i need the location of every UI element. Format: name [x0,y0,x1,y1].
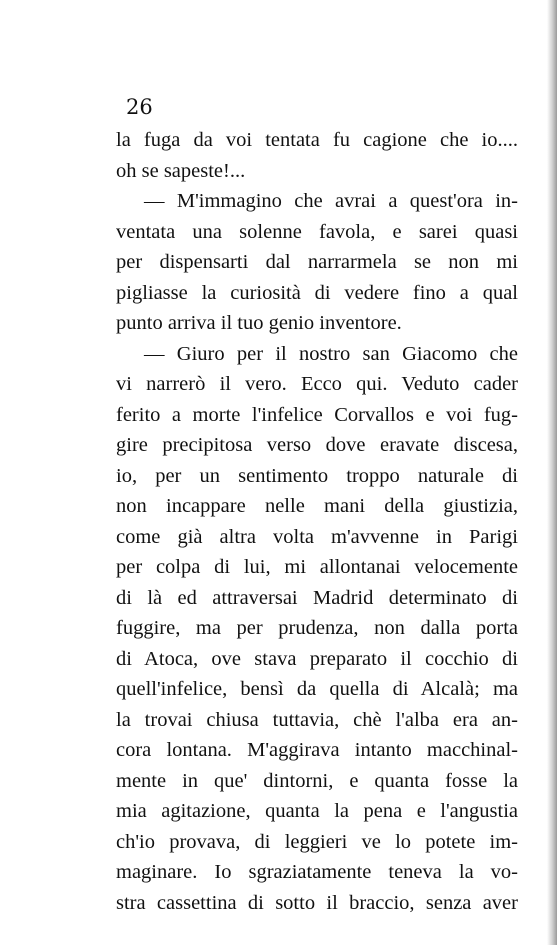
text-line: — M'immagino che avrai a quest'ora in- [144,190,518,212]
text-line: stra cassettina di sotto il braccio, senza aver [116,891,518,914]
text-line: di là ed attraversai Madrid determinato di [116,586,518,609]
text-line: oh se sapeste!... [116,159,246,182]
text-line: per colpa di lui, mi allontanai velocemente [116,556,518,578]
text-line: ch'io provava, di leggieri ve lo potete im- [116,830,518,853]
text-line: mia agitazione, quanta la pena e l'angustia [116,800,518,822]
text-line: io, per un sentimento troppo naturale di [116,464,518,487]
page-edge-shadow [547,0,557,945]
text-line: la trovai chiusa tuttavia, chè l'alba era an- [116,708,518,731]
text-line: di Atoca, ove stava preparato il cocchio di [116,647,518,670]
text-line: — Giuro per il nostro san Giacomo che [144,342,518,365]
text-line: per dispensarti dal narrarmela se non mi [116,251,518,273]
page-number: 26 [126,95,153,119]
text-line: ferito a morte l'infelice Corvallos e voi fug- [116,403,518,426]
text-line: la fuga da voi tentata fu cagione che io.... [116,129,518,151]
text-line: punto arriva il tuo genio inventore. [116,312,402,334]
text-line: come già altra volta m'avvenne in Parigi [116,525,518,548]
text-line: gire precipitosa verso dove eravate discesa, [116,434,518,456]
text-line: maginare. Io sgraziatamente teneva la vo- [116,861,518,883]
text-line: mente in que' dintorni, e quanta fosse la [116,769,518,792]
text-line: fuggire, ma per prudenza, non dalla porta [116,617,518,639]
text-line: ventata una solenne favola, e sarei quasi [116,220,518,243]
text-line: pigliasse la curiosità di vedere fino a qual [116,281,518,304]
text-line: quell'infelice, bensì da quella di Alcalà; ma [116,678,518,700]
text-line: non incappare nelle mani della giustizia, [116,495,518,517]
body-text [116,125,518,918]
text-line: vi narrerò il vero. Ecco qui. Veduto cader [116,373,518,395]
text-line: cora lontana. M'aggirava intanto macchinal- [116,739,518,761]
